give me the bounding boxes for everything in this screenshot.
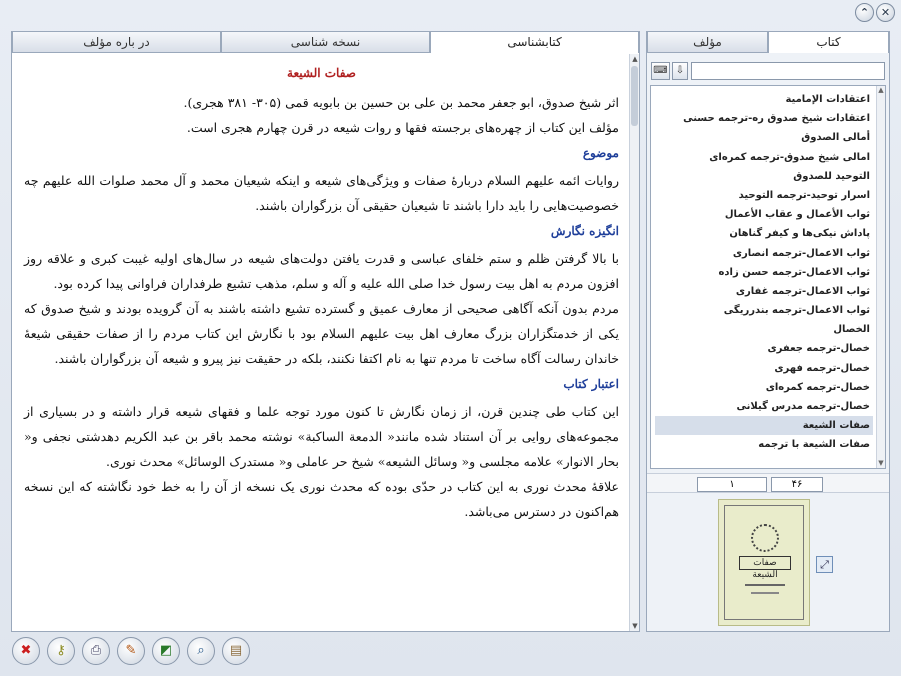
cover-title: صفات الشیعة <box>739 556 791 570</box>
magnifier-icon: ⌕ <box>197 643 205 658</box>
minimize-icon[interactable]: ⌃ <box>855 3 874 22</box>
red-x-icon: ✖ <box>20 643 32 658</box>
book-list-item[interactable]: ثواب الاعمال-ترجمه انصاری <box>732 247 870 259</box>
search-row <box>651 62 885 80</box>
book-list-scrollbar[interactable] <box>876 86 885 468</box>
content-tabs <box>12 32 639 53</box>
intro-paragraph: مؤلف این کتاب از چهره‌های برجسته فقها و روات شیعه در قرن چهارم هجری است. <box>186 120 619 135</box>
expand-icon[interactable]: ⤢ <box>816 556 833 573</box>
scroll-up-icon[interactable]: ▲ <box>878 86 884 94</box>
scroll-thumb[interactable] <box>631 66 638 126</box>
book-list-item[interactable]: ثواب الاعمال-ترجمه حسن زاده <box>718 266 870 278</box>
book-list-item[interactable]: خصال-ترجمه کمره‌ای <box>765 381 870 393</box>
close-icon[interactable]: ✕ <box>876 3 895 22</box>
key-icon: ⚷ <box>56 643 66 658</box>
book-list-item[interactable]: التوحید للصدوق <box>793 170 870 182</box>
page-input[interactable]: ۱ <box>697 477 767 492</box>
book-list-item[interactable]: امالی شیخ صدوق-ترجمه کمره‌ای <box>709 151 870 163</box>
section-paragraph: روایات ائمه علیهم السلام دربارۀ صفات و ویژگی‌های شیعه و اینکه شیعیان محمد و آل محمد صلوات الله علیهم چه خصوصیت‌هایی را باید دارا باشند تا شیعیان حقیقی آن بزرگواران باشند. <box>24 173 619 213</box>
book-list-item[interactable]: أمالی الصدوق <box>801 132 870 144</box>
book-list-item[interactable]: صفات الشیعة <box>655 416 873 435</box>
scroll-down-icon[interactable]: ▼ <box>632 622 638 630</box>
library-panel <box>646 31 890 632</box>
export-icon: ◩ <box>159 643 173 658</box>
tab-about-author[interactable]: در باره مؤلف <box>12 32 221 53</box>
search-button[interactable] <box>187 637 215 665</box>
book-list-item[interactable]: پاداش نیکی‌ها و کیفر گناهان <box>729 228 870 240</box>
book-list[interactable] <box>650 85 886 469</box>
book-list-item[interactable]: اعتقادات الإمامیة <box>785 94 870 105</box>
book-cover-image <box>718 499 810 626</box>
section-heading: اعتبار کتاب <box>563 377 619 391</box>
keyboard-icon[interactable]: ⌨ <box>651 62 670 80</box>
book-list-item[interactable]: خصال-ترجمه فهری <box>774 362 870 374</box>
export-button[interactable] <box>152 637 180 665</box>
section-paragraph: با بالا گرفتن ظلم و ستم خلفای عباسی و قدرت یافتن دولت‌های شیعه در سال‌های اولیه غیبت کبری و علاقه روز افزون مردم به اهل بیت رسول خدا صلی الله علیه و آله و سلم، مذهب تشیع طرفداران فراوانی پیدا کرده بود. <box>24 251 619 291</box>
scroll-up-icon[interactable]: ▲ <box>632 55 638 63</box>
edit-note-icon: ✎ <box>125 643 137 658</box>
book-list-item[interactable]: الخصال <box>833 324 870 336</box>
printer-icon: ⎙ <box>90 643 102 658</box>
tab-bibliography[interactable]: کتابشناسی <box>430 32 639 53</box>
pager <box>647 473 889 493</box>
book-list-item[interactable]: اعتقادات شیخ صدوق ره-ترجمه حسنی <box>683 113 870 125</box>
document-title: صفات الشیعة <box>287 66 356 80</box>
section-heading: موضوع <box>582 146 619 160</box>
document-scrollbar[interactable] <box>629 54 639 631</box>
tab-manuscripts[interactable]: نسخه شناسی <box>221 32 430 53</box>
search-input[interactable] <box>691 62 885 80</box>
document-text <box>12 54 629 631</box>
print-button[interactable] <box>82 637 110 665</box>
scroll-down-icon[interactable]: ▼ <box>878 459 884 467</box>
close-book-button[interactable] <box>12 637 40 665</box>
bottom-toolbar <box>12 637 250 665</box>
book-list-item[interactable]: ثواب الأعمال و عقاب الأعمال <box>724 209 870 221</box>
page-icon: ▤ <box>229 643 243 658</box>
book-list-item[interactable]: اسرار توحید-ترجمه التوحید <box>738 189 870 201</box>
book-list-item[interactable]: خصال-ترجمه جعفری <box>767 343 870 355</box>
content-panel <box>11 31 640 632</box>
total-pages: ۴۶ <box>771 477 823 492</box>
tab-author[interactable]: مؤلف <box>647 32 768 53</box>
section-heading: انگیزه نگارش <box>550 224 619 238</box>
section-paragraph: مردم بدون آنکه آگاهی صحیحی از معارف عمیق و گسترده تشیع داشته باشند به آن گرویده بودند و شیخ صدوق که یکی از خدمتگزاران بزرگ معارف اهل بیت علیهم السلام بود با نگارش این کتاب مردم را از صفات حقیقی شیعۀ خاندان رسالت آگاه ساخت تا مردم تنها به نام اکتفا نکنند، بلکه در حقیقت نیز پیرو و شیعه آن بزرگواران باشند. <box>24 301 619 366</box>
key-button[interactable] <box>47 637 75 665</box>
note-button[interactable] <box>117 637 145 665</box>
tab-book[interactable]: کتاب <box>768 32 889 53</box>
section-paragraph: این کتاب طی چندین قرن، از زمان نگارش تا کنون مورد توجه علما و فقهای شیعه قرار داشته و در بسیاری از مجموعه‌های روایی بر آن استناد شده مانند« الدمعة الساکبة» نوشته محمد باقر بن عبد الکریم دهدشتی نجفی و« بحار الانوار» علامه مجلسی و« وسائل الشیعه» شیخ حر عاملی و« مستدرک الوسائل» محدث نوری. <box>24 404 619 469</box>
bookmark-button[interactable] <box>222 637 250 665</box>
section-paragraph: علاقۀ محدث نوری به این کتاب در حدّی بوده که محدث نوری یک نسخه از آن را به خط خود نگاشته که این نسخه هم‌اکنون در دسترس می‌باشد. <box>24 479 619 519</box>
book-list-item[interactable]: صفات الشیعة با ترجمه <box>758 439 870 451</box>
arrow-down-icon[interactable]: ⇩ <box>672 62 688 80</box>
book-list-item[interactable]: خصال-ترجمه مدرس گیلانی <box>736 401 870 412</box>
library-tabs <box>647 32 889 53</box>
book-list-item[interactable]: ثواب الاعمال-ترجمه غفاری <box>735 285 870 297</box>
book-list-item[interactable]: ثواب الاعمال-ترجمه بندرریگی <box>723 305 870 317</box>
intro-paragraph: اثر شیخ صدوق، ابو جعفر محمد بن علی بن حسین بن بابویه قمی (۳۰۵- ۳۸۱ هجری). <box>183 95 619 110</box>
